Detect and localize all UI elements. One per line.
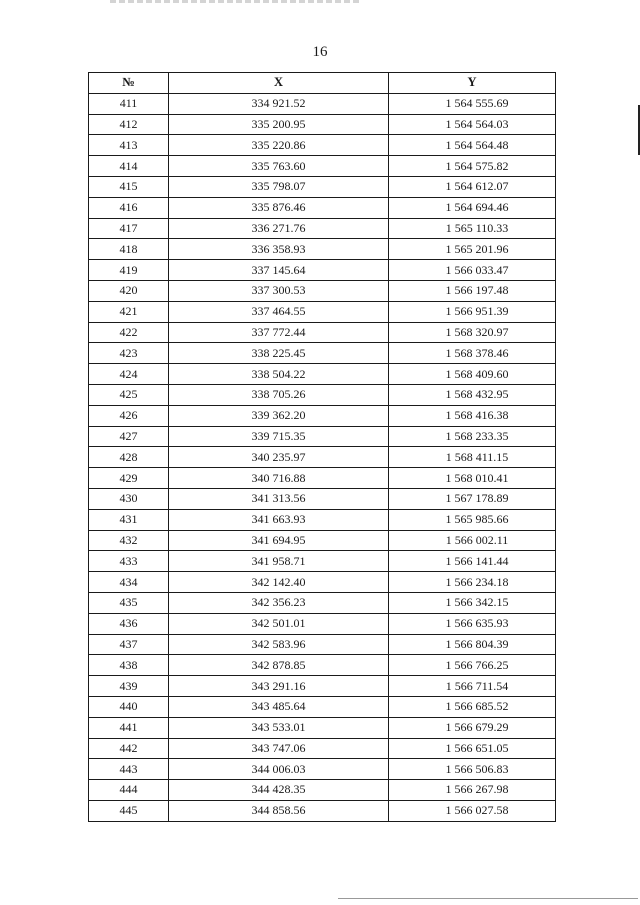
table-row <box>89 780 556 801</box>
cell-number: 443 <box>89 759 169 780</box>
table-row <box>89 260 556 281</box>
cell-x: 334 921.52 <box>169 93 389 114</box>
cell-number: 417 <box>89 218 169 239</box>
cell-x: 340 235.97 <box>169 447 389 468</box>
header-y: Y <box>389 73 556 94</box>
table-row <box>89 405 556 426</box>
cell-y: 1 568 416.38 <box>389 405 556 426</box>
table-row <box>89 717 556 738</box>
cell-x: 337 464.55 <box>169 301 389 322</box>
cell-x: 342 878.85 <box>169 655 389 676</box>
table-row <box>89 592 556 613</box>
table-header <box>89 73 556 94</box>
cell-number: 413 <box>89 135 169 156</box>
table-row <box>89 239 556 260</box>
table-body <box>89 93 556 821</box>
table-row <box>89 135 556 156</box>
cell-y: 1 566 766.25 <box>389 655 556 676</box>
table-row <box>89 468 556 489</box>
cell-y: 1 565 201.96 <box>389 239 556 260</box>
table-row <box>89 759 556 780</box>
cell-x: 343 291.16 <box>169 676 389 697</box>
cell-x: 338 705.26 <box>169 384 389 405</box>
cell-number: 415 <box>89 176 169 197</box>
cell-y: 1 567 178.89 <box>389 488 556 509</box>
cell-x: 338 225.45 <box>169 343 389 364</box>
cell-x: 339 362.20 <box>169 405 389 426</box>
cell-x: 342 356.23 <box>169 592 389 613</box>
table-row <box>89 322 556 343</box>
table-row <box>89 738 556 759</box>
table-row <box>89 572 556 593</box>
cell-y: 1 568 233.35 <box>389 426 556 447</box>
table-row <box>89 384 556 405</box>
table-row <box>89 218 556 239</box>
cell-number: 436 <box>89 613 169 634</box>
cell-number: 434 <box>89 572 169 593</box>
cell-number: 441 <box>89 717 169 738</box>
cell-x: 339 715.35 <box>169 426 389 447</box>
table-row <box>89 93 556 114</box>
table-row <box>89 114 556 135</box>
cell-number: 438 <box>89 655 169 676</box>
cell-number: 440 <box>89 696 169 717</box>
cell-y: 1 566 804.39 <box>389 634 556 655</box>
page-number: 16 <box>312 44 328 60</box>
cell-number: 418 <box>89 239 169 260</box>
cell-number: 433 <box>89 551 169 572</box>
cell-y: 1 566 685.52 <box>389 696 556 717</box>
cell-number: 432 <box>89 530 169 551</box>
cell-x: 335 798.07 <box>169 176 389 197</box>
cell-number: 442 <box>89 738 169 759</box>
cell-y: 1 566 197.48 <box>389 280 556 301</box>
cell-y: 1 566 002.11 <box>389 530 556 551</box>
cell-number: 429 <box>89 468 169 489</box>
table-row <box>89 530 556 551</box>
scan-artifact-top <box>110 0 360 3</box>
table-row <box>89 613 556 634</box>
cell-number: 439 <box>89 676 169 697</box>
cell-x: 342 501.01 <box>169 613 389 634</box>
cell-number: 421 <box>89 301 169 322</box>
cell-number: 437 <box>89 634 169 655</box>
cell-x: 341 313.56 <box>169 488 389 509</box>
cell-x: 341 663.93 <box>169 509 389 530</box>
cell-y: 1 566 267.98 <box>389 780 556 801</box>
cell-y: 1 564 694.46 <box>389 197 556 218</box>
cell-y: 1 568 411.15 <box>389 447 556 468</box>
cell-x: 341 958.71 <box>169 551 389 572</box>
cell-number: 412 <box>89 114 169 135</box>
cell-x: 343 533.01 <box>169 717 389 738</box>
cell-y: 1 564 612.07 <box>389 176 556 197</box>
cell-y: 1 566 141.44 <box>389 551 556 572</box>
cell-x: 342 142.40 <box>169 572 389 593</box>
cell-number: 435 <box>89 592 169 613</box>
cell-number: 416 <box>89 197 169 218</box>
cell-x: 337 145.64 <box>169 260 389 281</box>
cell-y: 1 566 679.29 <box>389 717 556 738</box>
cell-x: 337 772.44 <box>169 322 389 343</box>
cell-x: 335 220.86 <box>169 135 389 156</box>
cell-y: 1 565 110.33 <box>389 218 556 239</box>
cell-y: 1 568 409.60 <box>389 364 556 385</box>
table-row <box>89 343 556 364</box>
cell-number: 430 <box>89 488 169 509</box>
table-row <box>89 197 556 218</box>
table-row <box>89 364 556 385</box>
cell-y: 1 568 432.95 <box>389 384 556 405</box>
cell-x: 342 583.96 <box>169 634 389 655</box>
cell-y: 1 564 564.03 <box>389 114 556 135</box>
table-header-row <box>89 73 556 94</box>
table-row <box>89 655 556 676</box>
scan-artifact-bottom <box>338 898 638 899</box>
cell-y: 1 566 027.58 <box>389 800 556 821</box>
cell-number: 424 <box>89 364 169 385</box>
cell-y: 1 564 555.69 <box>389 93 556 114</box>
cell-y: 1 566 033.47 <box>389 260 556 281</box>
cell-x: 335 876.46 <box>169 197 389 218</box>
cell-number: 427 <box>89 426 169 447</box>
cell-y: 1 566 342.15 <box>389 592 556 613</box>
cell-y: 1 564 564.48 <box>389 135 556 156</box>
cell-x: 336 271.76 <box>169 218 389 239</box>
cell-x: 343 485.64 <box>169 696 389 717</box>
cell-x: 336 358.93 <box>169 239 389 260</box>
table-row <box>89 426 556 447</box>
table-row <box>89 509 556 530</box>
cell-y: 1 566 711.54 <box>389 676 556 697</box>
cell-number: 422 <box>89 322 169 343</box>
cell-number: 420 <box>89 280 169 301</box>
cell-y: 1 566 651.05 <box>389 738 556 759</box>
cell-y: 1 566 635.93 <box>389 613 556 634</box>
cell-number: 423 <box>89 343 169 364</box>
table-row <box>89 800 556 821</box>
cell-x: 344 006.03 <box>169 759 389 780</box>
cell-number: 419 <box>89 260 169 281</box>
cell-y: 1 564 575.82 <box>389 156 556 177</box>
cell-number: 411 <box>89 93 169 114</box>
cell-number: 445 <box>89 800 169 821</box>
cell-x: 343 747.06 <box>169 738 389 759</box>
cell-number: 426 <box>89 405 169 426</box>
cell-y: 1 565 985.66 <box>389 509 556 530</box>
cell-y: 1 568 378.46 <box>389 343 556 364</box>
cell-number: 444 <box>89 780 169 801</box>
table-row <box>89 551 556 572</box>
table-row <box>89 301 556 322</box>
table-row <box>89 447 556 468</box>
cell-x: 344 428.35 <box>169 780 389 801</box>
header-x: X <box>169 73 389 94</box>
coordinates-table <box>88 72 556 822</box>
table-row <box>89 634 556 655</box>
cell-number: 428 <box>89 447 169 468</box>
cell-x: 335 200.95 <box>169 114 389 135</box>
cell-x: 341 694.95 <box>169 530 389 551</box>
cell-number: 431 <box>89 509 169 530</box>
table-row <box>89 176 556 197</box>
cell-y: 1 568 010.41 <box>389 468 556 489</box>
header-number: № <box>89 73 169 94</box>
cell-x: 337 300.53 <box>169 280 389 301</box>
cell-x: 340 716.88 <box>169 468 389 489</box>
cell-y: 1 566 951.39 <box>389 301 556 322</box>
cell-number: 425 <box>89 384 169 405</box>
cell-number: 414 <box>89 156 169 177</box>
table-row <box>89 676 556 697</box>
table-row <box>89 156 556 177</box>
cell-x: 335 763.60 <box>169 156 389 177</box>
table-row <box>89 280 556 301</box>
table-row <box>89 696 556 717</box>
cell-y: 1 568 320.97 <box>389 322 556 343</box>
cell-x: 338 504.22 <box>169 364 389 385</box>
cell-y: 1 566 234.18 <box>389 572 556 593</box>
cell-x: 344 858.56 <box>169 800 389 821</box>
table-row <box>89 488 556 509</box>
cell-y: 1 566 506.83 <box>389 759 556 780</box>
